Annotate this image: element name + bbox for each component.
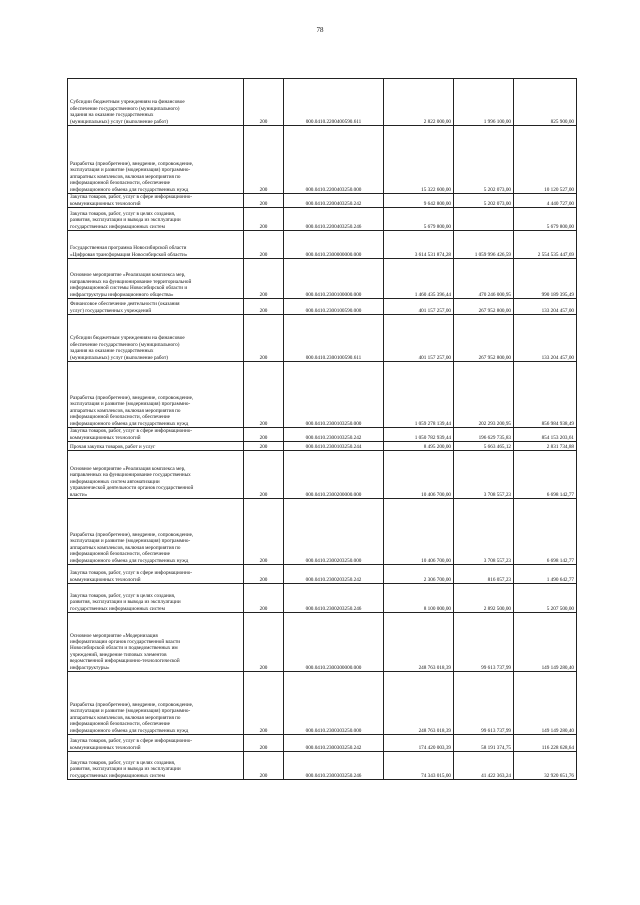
row-amount-3: 6 698 142,77 <box>514 451 577 499</box>
row-amount-3: 133 204 457,00 <box>514 299 577 315</box>
row-amount-3: 856 984 938,49 <box>514 362 577 428</box>
table-row <box>68 442 577 451</box>
row-amount-1: 248 763 018,39 <box>384 613 454 672</box>
row-budget-code: 000.0410.2200403250.246 <box>284 208 384 231</box>
row-amount-2: 1 996 100,00 <box>454 79 514 126</box>
row-org-code: 200 <box>244 565 284 584</box>
row-budget-code: 000.0410.2200400590.611 <box>284 79 384 126</box>
row-budget-code: 000.0410.2200403250.242 <box>284 194 384 208</box>
table-row <box>68 735 577 752</box>
row-amount-3: 149 149 280,40 <box>514 613 577 672</box>
table-row <box>68 672 577 735</box>
row-budget-code: 000.0410.2300000000.000 <box>284 231 384 259</box>
table-row <box>68 231 577 259</box>
table-row <box>68 584 577 613</box>
row-budget-code: 000.0410.2300203250.246 <box>284 584 384 613</box>
row-name: Разработка (приобретение), внедрение, сопровождение, эксплуатация и развитие (модернизация) программно- аппаратных комплексов, включая мероприятия по информационной безопасности, обеспечение информационного обмена для государственных нужд <box>68 672 244 735</box>
row-amount-2: 3 708 557,23 <box>454 451 514 499</box>
row-amount-2: 99 613 737,99 <box>454 672 514 735</box>
row-org-code: 200 <box>244 499 284 565</box>
table-row <box>68 451 577 499</box>
row-amount-2: 58 191 374,75 <box>454 735 514 752</box>
row-budget-code: 000.0410.2300203250.242 <box>284 565 384 584</box>
row-name: Закупка товаров, работ, услуг в сфере информационно- коммуникационных технологий <box>68 428 244 442</box>
row-budget-code: 000.0410.2300100590.000 <box>284 299 384 315</box>
row-amount-1: 401 157 257,00 <box>384 315 454 362</box>
row-name: Закупка товаров, работ, услуг в целях создания, развития, эксплуатации и вывода из эксплуатации государственных информационных систем <box>68 752 244 780</box>
row-amount-2: 99 613 737,99 <box>454 613 514 672</box>
row-amount-3: 116 228 628,64 <box>514 735 577 752</box>
table-row <box>68 362 577 428</box>
row-amount-2: 267 952 800,00 <box>454 315 514 362</box>
row-budget-code: 000.0410.2300303250.000 <box>284 672 384 735</box>
row-amount-3: 825 900,00 <box>514 79 577 126</box>
table-row <box>68 315 577 362</box>
row-amount-2: 816 057,23 <box>454 565 514 584</box>
row-amount-2: 3 708 557,23 <box>454 499 514 565</box>
row-amount-3: 32 920 651,76 <box>514 752 577 780</box>
row-org-code: 200 <box>244 584 284 613</box>
row-name: Закупка товаров, работ, услуг в сфере информационно- коммуникационных технологий <box>68 565 244 584</box>
row-org-code: 200 <box>244 613 284 672</box>
row-amount-3: 10 120 527,00 <box>514 126 577 194</box>
row-budget-code: 000.0410.2300200000.000 <box>284 451 384 499</box>
row-name: Закупка товаров, работ, услуг в целях создания, развития, эксплуатации и вывода из эксплуатации государственных информационных систем <box>68 584 244 613</box>
row-name: Субсидии бюджетным учреждениям на финансовое обеспечение государственного (муниципального) задания на оказание государственных (муниципальных) услуг (выполнение работ) <box>68 79 244 126</box>
row-org-code: 200 <box>244 126 284 194</box>
row-org-code: 200 <box>244 451 284 499</box>
row-amount-1: 10 406 700,00 <box>384 451 454 499</box>
row-name: Разработка (приобретение), внедрение, сопровождение, эксплуатация и развитие (модернизация) программно- аппаратных комплексов, включая мероприятия по информационной безопасности, обеспечение информационного обмена для государственных нужд <box>68 499 244 565</box>
table-row <box>68 126 577 194</box>
row-amount-1: 3 614 531 874,28 <box>384 231 454 259</box>
row-amount-1: 9 642 800,00 <box>384 194 454 208</box>
row-amount-1: 401 157 257,00 <box>384 299 454 315</box>
row-amount-2: 41 422 363,24 <box>454 752 514 780</box>
row-name: Закупка товаров, работ, услуг в сфере информационно- коммуникационных технологий <box>68 735 244 752</box>
row-budget-code: 000.0410.2300103250.000 <box>284 362 384 428</box>
row-amount-1: 2 306 700,00 <box>384 565 454 584</box>
table-row <box>68 299 577 315</box>
row-budget-code: 000.0410.2300103250.242 <box>284 428 384 442</box>
row-amount-2: 202 293 200,95 <box>454 362 514 428</box>
row-amount-1: 8 495 200,00 <box>384 442 454 451</box>
row-amount-3: 990 189 395,49 <box>514 259 577 299</box>
table-row <box>68 752 577 780</box>
table-row <box>68 194 577 208</box>
table-row <box>68 208 577 231</box>
row-amount-3: 5 207 500,00 <box>514 584 577 613</box>
row-org-code: 200 <box>244 735 284 752</box>
row-name: Финансовое обеспечение деятельности (оказания услуг) государственных учреждений <box>68 299 244 315</box>
row-budget-code: 000.0410.2300100590.611 <box>284 315 384 362</box>
row-amount-3: 2 554 535 447,69 <box>514 231 577 259</box>
row-amount-3: 5 679 800,00 <box>514 208 577 231</box>
row-amount-2: 196 629 735,83 <box>454 428 514 442</box>
row-amount-1: 1 050 782 939,44 <box>384 428 454 442</box>
row-amount-3: 4 440 727,00 <box>514 194 577 208</box>
row-amount-2: 267 952 800,00 <box>454 299 514 315</box>
table-row <box>68 79 577 126</box>
row-amount-1: 5 679 800,00 <box>384 208 454 231</box>
row-amount-1: 74 343 015,00 <box>384 752 454 780</box>
row-amount-2: 5 202 073,00 <box>454 126 514 194</box>
row-org-code: 200 <box>244 231 284 259</box>
row-amount-2: 5 202 073,00 <box>454 194 514 208</box>
row-name: Основное мероприятие «Модернизация информатизации органов государственной власти Новосибирской области и подведомственных им учреждений, внедрение типовых элементов ведомственной информационно-технологической инфраструктуры» <box>68 613 244 672</box>
row-budget-code: 000.0410.2300203250.000 <box>284 499 384 565</box>
row-org-code: 200 <box>244 259 284 299</box>
row-org-code: 200 <box>244 428 284 442</box>
row-name: Разработка (приобретение), внедрение, сопровождение, эксплуатация и развитие (модернизация) программно- аппаратных комплексов, включая мероприятия по информационной безопасности, обеспечение информационного обмена для государственных нужд <box>68 362 244 428</box>
row-amount-2: 2 892 500,00 <box>454 584 514 613</box>
row-budget-code: 000.0410.2300100000.000 <box>284 259 384 299</box>
table-row <box>68 565 577 584</box>
row-amount-3: 6 698 142,77 <box>514 499 577 565</box>
row-org-code: 200 <box>244 752 284 780</box>
row-amount-1: 2 822 000,00 <box>384 79 454 126</box>
row-org-code: 200 <box>244 672 284 735</box>
row-org-code: 200 <box>244 194 284 208</box>
row-name: Разработка (приобретение), внедрение, сопровождение, эксплуатация и развитие (модернизация) программно- аппаратных комплексов, включая мероприятия по информационной безопасности, обеспечение информационного обмена для государственных нужд <box>68 126 244 194</box>
row-amount-1: 248 763 018,39 <box>384 672 454 735</box>
row-budget-code: 000.0410.2300103250.244 <box>284 442 384 451</box>
table-row <box>68 613 577 672</box>
row-name: Закупка товаров, работ, услуг в целях создания, развития, эксплуатации и вывода из эксплуатации государственных информационных систем <box>68 208 244 231</box>
row-amount-1: 10 406 700,00 <box>384 499 454 565</box>
row-amount-1: 174 420 003,39 <box>384 735 454 752</box>
row-org-code: 200 <box>244 79 284 126</box>
row-amount-1: 1 059 278 139,44 <box>384 362 454 428</box>
row-amount-3: 133 204 457,00 <box>514 315 577 362</box>
row-amount-3: 1 490 642,77 <box>514 565 577 584</box>
row-amount-2 <box>454 208 514 231</box>
row-budget-code: 000.0410.2300303250.246 <box>284 752 384 780</box>
row-name: Закупка товаров, работ, услуг в сфере информационно- коммуникационных технологий <box>68 194 244 208</box>
row-org-code: 200 <box>244 208 284 231</box>
row-name: Прочая закупка товаров, работ и услуг <box>68 442 244 451</box>
row-amount-3: 2 831 734,88 <box>514 442 577 451</box>
row-budget-code: 000.0410.2200403250.000 <box>284 126 384 194</box>
row-amount-3: 854 153 203,61 <box>514 428 577 442</box>
row-amount-2: 1 059 996 426,59 <box>454 231 514 259</box>
row-name: Государственная программа Новосибирской области «Цифровая трансформация Новосибирской области» <box>68 231 244 259</box>
row-budget-code: 000.0410.2300303250.242 <box>284 735 384 752</box>
table-row <box>68 259 577 299</box>
table-row <box>68 499 577 565</box>
row-name: Основное мероприятие «Реализация комплекса мер, направленных на функционирование территориальной информационной системы Новосибирской области и инфраструктуры информационного общества» <box>68 259 244 299</box>
table-row <box>68 428 577 442</box>
budget-table <box>67 78 577 780</box>
row-amount-1: 1 460 435 396,44 <box>384 259 454 299</box>
row-org-code: 200 <box>244 315 284 362</box>
row-budget-code: 000.0410.2300300000.000 <box>284 613 384 672</box>
row-org-code: 200 <box>244 299 284 315</box>
row-amount-3: 149 149 280,40 <box>514 672 577 735</box>
row-org-code: 200 <box>244 362 284 428</box>
row-amount-2: 470 246 000,95 <box>454 259 514 299</box>
row-name: Субсидии бюджетным учреждениям на финансовое обеспечение государственного (муниципального) задания на оказание государственных (муниципальных) услуг (выполнение работ) <box>68 315 244 362</box>
row-org-code: 200 <box>244 442 284 451</box>
row-amount-1: 8 100 000,00 <box>384 584 454 613</box>
row-amount-2: 5 663 465,12 <box>454 442 514 451</box>
row-amount-1: 15 322 600,00 <box>384 126 454 194</box>
page-number: 78 <box>316 26 324 34</box>
row-name: Основное мероприятие «Реализация комплекса мер, направленных на функционирование государственных информационных систем автоматизации управленческой деятельности органов государственной власти» <box>68 451 244 499</box>
